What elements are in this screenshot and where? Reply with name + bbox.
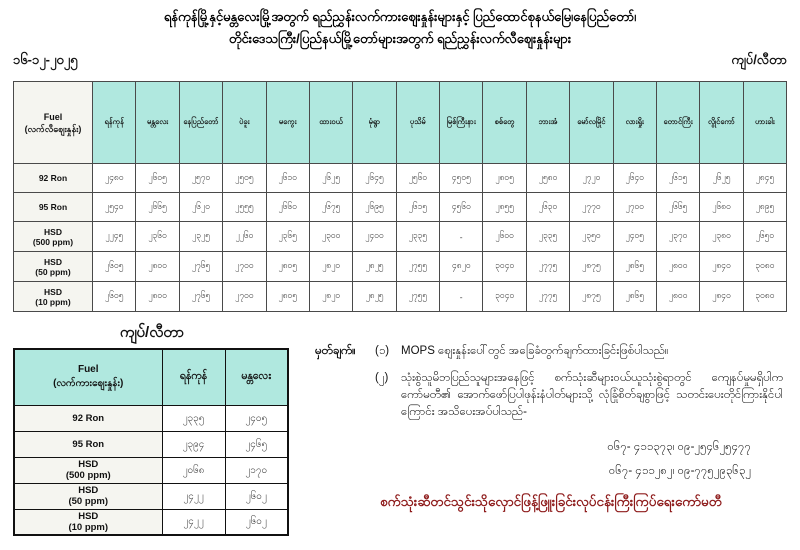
price-row (14, 405, 288, 431)
wholesale-price-table (13, 348, 289, 536)
retail-price-cell: ၂၇၇၀ (570, 193, 613, 222)
retail-price-cell: ၂၆၈၀ (700, 193, 743, 222)
city-header: စစ်တွေ (483, 82, 526, 164)
fuel-column-header: Fuel (လက်လီဈေးနှုန်း) (14, 82, 93, 164)
city-header: ဟားခါး (743, 82, 786, 164)
wholesale-price-cell: ၂၆၀၂ (225, 483, 288, 509)
retail-price-cell: ၂၆၅၀ (743, 222, 786, 252)
price-row (14, 164, 787, 193)
city-header: ပဲခူး (223, 82, 266, 164)
notice-title-line2: တိုင်းဒေသကြီး/ပြည်နယ်မြို့တော်များအတွက် ရည်ညွှန်းလက်လီဈေးနှုန်းများ (228, 31, 572, 46)
retail-price-cell: ၂၆၄၅ (353, 164, 396, 193)
price-row (14, 193, 787, 222)
retail-price-cell: ၂၅၀၅ (223, 164, 266, 193)
wholesale-price-cell: ၂၄၂၂ (162, 483, 225, 509)
city-header: မန္တလေး (225, 349, 288, 405)
retail-price-cell: ၂၆၆၅ (656, 193, 699, 222)
retail-price-cell: ၂၇၀၀ (223, 282, 266, 312)
retail-price-cell: - (440, 222, 483, 252)
note-1-text: MOPS ဈေးနှုန်းပေါ်တွင် အခြေခံတွက်ချက်ထားခြင်းဖြစ်ပါသည်။ (401, 345, 669, 357)
retail-price-cell: ၂၆၀၀ (483, 222, 526, 252)
retail-price-cell: ၂၈၂၅ (353, 252, 396, 282)
retail-price-cell: ၂၈၉၅ (743, 193, 786, 222)
retail-price-cell: ၂၂၄၅ (93, 222, 136, 252)
notes-label: မှတ်ချက်။ (315, 345, 356, 357)
retail-price-cell: ၂၇၂၀ (570, 164, 613, 193)
unit-label-top: ကျပ်/လီတာ (731, 52, 787, 67)
retail-price-cell: ၂၃၈၀ (700, 222, 743, 252)
retail-price-cell: ၂၃၂၅ (179, 222, 222, 252)
retail-price-cell: ၂၈၀၅ (266, 252, 309, 282)
price-row (14, 282, 787, 312)
wholesale-price-cell: ၂၄၆၅ (225, 431, 288, 457)
retail-price-cell: ၄၅၀၅ (440, 164, 483, 193)
retail-price-cell: ၃၀၈၀ (743, 252, 786, 282)
retail-price-cell: ၂၆၆၀ (266, 193, 309, 222)
retail-price-cell: ၃၀၄၀ (483, 252, 526, 282)
unit-label-bottom: ကျပ်/လီတာ (119, 324, 185, 341)
retail-price-cell: ၂၄၀၀ (353, 222, 396, 252)
retail-price-cell: ၂၃၃၅ (396, 222, 439, 252)
retail-price-cell: ၂၆၂၀ (179, 193, 222, 222)
note-2-number: (၂) (375, 372, 389, 384)
retail-price-cell: ၂၆၇၅ (309, 193, 352, 222)
hotline-line-1: ၀၆၇- ၄၁၁၃၇၃၊ ၀၉-၂၅၄၆၂၅၄၇၇ (607, 441, 751, 453)
note-1-number: (၁) (375, 345, 390, 357)
retail-price-cell: ၂၇၇၅ (526, 252, 569, 282)
retail-price-cell: ၂၆၂၅ (700, 164, 743, 193)
retail-price-cell: ၂၅၅၅ (223, 193, 266, 222)
city-header: မြစ်ကြီးနား (440, 82, 483, 164)
retail-price-cell: ၂၈၀၅ (266, 282, 309, 312)
retail-price-cell: ၂၈၆၅ (613, 252, 656, 282)
bottom-section (13, 323, 787, 536)
retail-price-cell: ၂၆၉၅ (353, 193, 396, 222)
note-2-text: သုံးစွဲသူမိဘပြည်သူများအနေဖြင့် စက်သုံးဆီများဝယ်ယူသုံးစွဲရာတွင် ကျေနပ်မှုမရှိပါက ကော်မတီ၏ အောက်ဖော်ပြပါဖုန်းနံပါတ်များသို့ လုံခြုံစိတ်ချစွာဖြင့် သတင်းပေးတိုင်ကြားနိုင်ပါကြောင်း အသိပေးအပ်ပါသည်- (401, 372, 783, 418)
retail-price-cell: ၂၈၄၀ (700, 282, 743, 312)
retail-price-cell: ၂၈၀၀ (656, 252, 699, 282)
retail-price-cell: ၂၂၆၀ (223, 222, 266, 252)
hotline-line-2: ၀၆၇- ၄၁၁၂၈၂၊ ၀၉-၇၇၅၂၉၃၆၃၂ (608, 465, 751, 477)
notice-title-line1: ရန်ကုန်မြို့နှင့်မန္တလေးမြို့အတွက် ရည်ညွှန်းလက်ကားဈေးနှုန်းများနှင့် ပြည်ထောင်စုနယ်မြေ၊နေပြည်တော်၊ (163, 9, 637, 24)
retail-price-cell: ၂၆၆၅ (136, 193, 179, 222)
city-header: ထားဝယ် (309, 82, 352, 164)
city-header: ပုသိမ် (396, 82, 439, 164)
retail-price-cell: ၂၅၄၀ (93, 193, 136, 222)
retail-price-cell: ၂၈၀၀ (136, 282, 179, 312)
note-1 (315, 343, 787, 360)
retail-price-cell: ၂၆၀၅ (93, 282, 136, 312)
retail-price-cell: ၄၅၆၀ (440, 193, 483, 222)
city-header: လွိုင်ကော် (700, 82, 743, 164)
city-header: ရန်ကုန် (93, 82, 136, 164)
retail-price-cell: ၂၅၈၀ (526, 164, 569, 193)
retail-price-cell: ၂၈၇၅ (570, 282, 613, 312)
retail-price-cell: ၂၈၄၀ (700, 252, 743, 282)
fuel-label: 92 Ron (14, 405, 162, 431)
retail-price-cell: ၂၇၇၅ (526, 282, 569, 312)
retail-price-cell: ၂၈၀၀ (136, 252, 179, 282)
wholesale-section (13, 323, 291, 536)
city-header: ရန်ကုန် (162, 349, 225, 405)
retail-price-cell: ၂၈၀၅ (483, 164, 526, 193)
fuel-label: HSD (500 ppm) (14, 457, 162, 483)
city-header: မော်လမြိုင် (570, 82, 613, 164)
retail-price-cell: ၂၆၁၅ (656, 164, 699, 193)
retail-price-cell: ၂၆၄၀ (613, 164, 656, 193)
fuel-column-header: Fuel (လက်ကားဈေးနှုန်း) (14, 349, 162, 405)
city-header: မန္တလေး (136, 82, 179, 164)
price-row (14, 222, 787, 252)
price-row (14, 457, 288, 483)
price-row (14, 431, 288, 457)
city-header: မုံရွာ (353, 82, 396, 164)
fuel-label: 92 Ron (14, 164, 93, 193)
retail-price-cell: ၂၃၅၀ (570, 222, 613, 252)
notes-section (291, 323, 787, 536)
retail-price-cell: ၂၈၂၅ (353, 282, 396, 312)
wholesale-price-cell: ၂၃၃၅ (162, 405, 225, 431)
fuel-label: 95 Ron (14, 431, 162, 457)
retail-price-cell: ၂၆၃၀ (526, 193, 569, 222)
retail-price-cell: ၃၀၄၀ (483, 282, 526, 312)
retail-price-cell: ၂၃၀၀ (309, 222, 352, 252)
city-header: တောင်ကြီး (656, 82, 699, 164)
retail-price-cell: ၂၆၀၅ (136, 164, 179, 193)
price-row (14, 252, 787, 282)
wholesale-price-cell: ၂၃၉၄ (162, 431, 225, 457)
retail-price-cell: ၂၃၇၀ (656, 222, 699, 252)
wholesale-price-cell: ၂၀၆၈ (162, 457, 225, 483)
retail-price-cell: ၄၈၂၀ (440, 252, 483, 282)
retail-price-cell: ၂၇၀၀ (613, 193, 656, 222)
city-header: ဘားအံ (526, 82, 569, 164)
fuel-label: HSD (50 ppm) (14, 252, 93, 282)
price-row (14, 483, 288, 509)
retail-price-cell: ၂၆၁၀ (266, 164, 309, 193)
retail-price-cell: ၂၆၀၅ (93, 252, 136, 282)
retail-price-cell: ၂၅၆၀ (396, 164, 439, 193)
wholesale-price-cell: ၂၄၀၅ (225, 405, 288, 431)
retail-price-cell: ၂၅၇၀ (179, 164, 222, 193)
retail-price-cell: ၂၃၆၅ (266, 222, 309, 252)
retail-price-cell: ၂၆၂၅ (309, 164, 352, 193)
retail-price-cell: ၂၈၂၀ (309, 282, 352, 312)
retail-price-cell: ၂၈၇၅ (570, 252, 613, 282)
retail-price-table (13, 81, 787, 312)
retail-price-cell: ၂၇၅၅ (396, 252, 439, 282)
wholesale-price-cell: ၂၄၂၂ (162, 509, 225, 535)
retail-price-cell: ၂၄၀၅ (613, 222, 656, 252)
fuel-label: HSD (10 ppm) (14, 509, 162, 535)
retail-price-cell: - (440, 282, 483, 312)
retail-price-cell: ၂၇၆၅ (179, 282, 222, 312)
committee-name: စက်သုံးဆီတင်သွင်းသိုလှောင်ဖြန့်ဖြူးခြင်းလုပ်ငန်းကြီးကြပ်ရေးကော်မတီ (380, 494, 722, 509)
retail-price-cell: ၂၈၀၀ (656, 282, 699, 312)
retail-price-cell: ၂၈၄၅ (743, 164, 786, 193)
city-header: လားရှိုး (613, 82, 656, 164)
retail-price-cell: ၂၇၅၅ (396, 282, 439, 312)
hotline-numbers (315, 435, 751, 483)
fuel-label: HSD (10 ppm) (14, 282, 93, 312)
wholesale-price-cell: ၂၁၇၀ (225, 457, 288, 483)
wholesale-price-cell: ၂၆၀၂ (225, 509, 288, 535)
city-header: မကွေး (266, 82, 309, 164)
price-row (14, 509, 288, 535)
retail-price-cell: ၂၄၈၀ (93, 164, 136, 193)
note-2 (315, 370, 787, 421)
retail-price-cell: ၃၀၈၀ (743, 282, 786, 312)
retail-price-cell: ၂၃၆၀ (136, 222, 179, 252)
retail-price-cell: ၂၈၂၀ (309, 252, 352, 282)
retail-price-cell: ၂၃၃၅ (526, 222, 569, 252)
notice-date: ၁၆-၁၂-၂၀၂၅ (13, 52, 78, 67)
retail-price-cell: ၂၇၀၀ (223, 252, 266, 282)
fuel-label: HSD (50 ppm) (14, 483, 162, 509)
fuel-label: 95 Ron (14, 193, 93, 222)
retail-price-cell: ၂၆၁၅ (396, 193, 439, 222)
retail-price-cell: ၂၈၅၅ (483, 193, 526, 222)
fuel-label: HSD (500 ppm) (14, 222, 93, 252)
retail-price-cell: ၂၈၆၅ (613, 282, 656, 312)
meta-row (13, 52, 787, 71)
city-header: နေပြည်တော် (179, 82, 222, 164)
retail-price-cell: ၂၇၆၅ (179, 252, 222, 282)
